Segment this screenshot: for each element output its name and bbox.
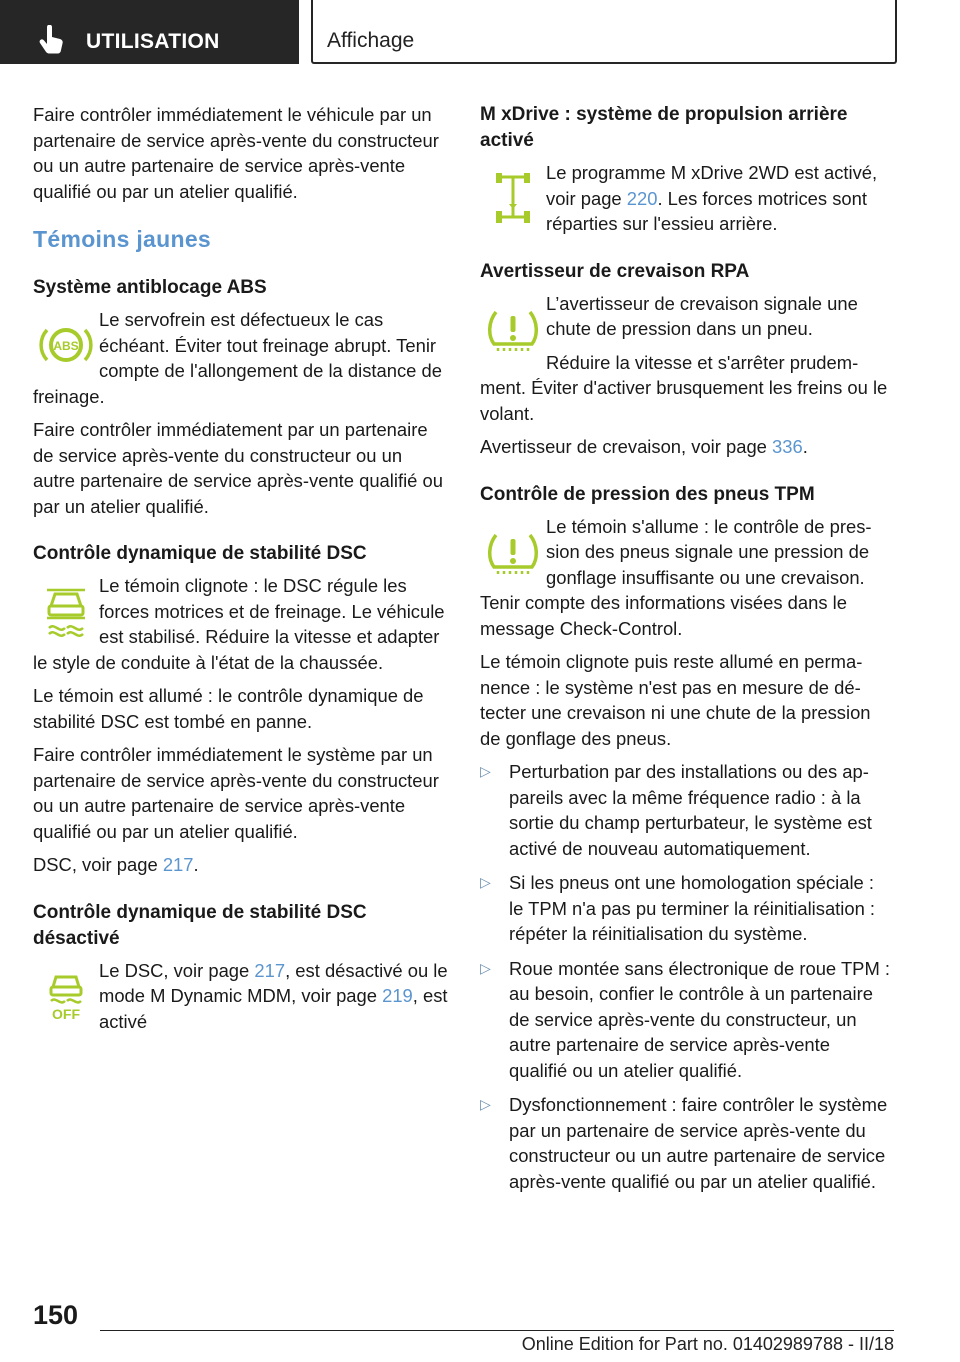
abs-warning-icon [33, 307, 99, 383]
dsc-off-text-3: , est activé [99, 985, 448, 1032]
rpa-text-1: L’avertisseur de crevaison signale une chute de pression dans un pneu. [546, 292, 858, 339]
list-item [480, 1092, 890, 1194]
intro-paragraph: Faire contrôler immédiatement le véhicule par un partenaire de service après-vente du constructeur ou un autre partenaire de service après-vente qualifié ou par un atelier qualifié. [33, 104, 439, 202]
dsc-off-text-1: Le DSC, voir page [99, 959, 255, 981]
tpm-text-1: Le témoin s'allume : le contrôle de pression des pneus signale une pression de gonflage insuffisante ou une crevaison. Tenir compte des informations visées dans le message Check-Control. [480, 515, 872, 639]
rear-axle-drive-icon [480, 160, 546, 236]
footer-divider [100, 1330, 894, 1331]
dsc-ref-text: DSC, voir page [33, 854, 163, 875]
xdrive-text-1: Le programme M xDrive 2WD est activé, voir page [546, 162, 878, 209]
dsc-off-text-2: , est désactivé ou le mode M Dynamic MDM, voir page [99, 959, 448, 1006]
dsc-skid-icon [33, 573, 99, 649]
list-item [480, 870, 890, 947]
rpa-page-link[interactable]: 336 [772, 436, 803, 457]
dsc-text-3: Faire contrôler immédiatement le système par un partenaire de service après-vente du constructeur ou un autre partenaire de service après-vente qualifié ou par un atelier qualifié. [33, 744, 439, 842]
page-number: 150 [33, 1300, 79, 1330]
section-tab[interactable] [311, 0, 897, 64]
list-item-text: Perturbation par des installations ou des appareils avec la même fréquence radio : à la sortie du champ perturbateur, le système est activé de nouveau automatiquement. [509, 761, 872, 859]
rpa-text-2: Réduire la vitesse et s'arrêter prudemment. Éviter d'activer brusquement les freins ou le volant. [480, 351, 888, 424]
list-item-text: Si les pneus ont une homologation spéciale : le TPM n'a pas pu terminer la réinitialisation : répéter la réinitialisation du système. [509, 872, 876, 944]
tpm-title: Contrôle de pression des pneus TPM [480, 483, 815, 505]
dsc-off-page-link-2[interactable]: 219 [382, 985, 413, 1006]
dsc-page-link[interactable]: 217 [162, 854, 194, 875]
pointing-hand-icon [38, 25, 66, 60]
dsc-ref-tail: . [193, 854, 199, 875]
dsc-off-title: Contrôle dynamique de stabilité DSC désactivé [33, 901, 367, 949]
right-column [480, 102, 890, 1203]
svg-text:OFF: OFF [52, 1005, 80, 1022]
xdrive-page-link[interactable]: 220 [626, 187, 658, 209]
rpa-title: Avertisseur de crevaison RPA [480, 260, 750, 282]
section-label: Affichage [327, 29, 415, 52]
rpa-ref-tail: . [802, 436, 808, 457]
list-item-text: Dysfonctionnement : faire contrôler le système par un partenaire de service après-vente du constructeur ou un autre partenaire de service après-vente qualifié ou par un atelier qualifié. [509, 1094, 888, 1192]
dsc-title: Contrôle dynamique de stabilité DSC [33, 543, 367, 564]
chapter-tab[interactable] [0, 0, 299, 64]
tpm-text-2: Le témoin clignote puis reste allumé en permanence : le système n'est pas en mesure de détecter une crevaison ni une chute de la pression de gonflage des pneus. [480, 651, 871, 749]
list-item [480, 956, 890, 1084]
section-title: Témoins jaunes [33, 226, 212, 252]
abs-text-1: Le servofrein est défectueux le cas échéant. Éviter tout freinage abrupt. Tenir compte de l'allongement de la distance de freinage. [33, 309, 442, 407]
list-item-text: Roue montée sans électronique de roue TPM : au besoin, confier le contrôle à un partenaire de service après-vente du constructeur, un autre partenaire de service après-vente qualifié ou un atelier qualifié. [509, 957, 890, 1081]
rpa-ref-text: Avertisseur de crevaison, voir page [480, 436, 773, 457]
dsc-off-icon [33, 958, 99, 1034]
chapter-label: UTILISATION [86, 30, 220, 53]
triangle-bullet-icon: ▷ [480, 763, 491, 779]
dsc-text-1: Le témoin clignote : le DSC régule les forces motrices et de freinage. Le véhicule est stabilisé. Réduire la vitesse et adapter le style de conduite à l'état de la chaussée. [33, 575, 445, 673]
list-item [480, 759, 890, 861]
tire-pressure-warning-icon [480, 291, 546, 367]
edition-note: Online Edition for Part no. 01402989788 - II/18 [521, 1334, 894, 1354]
triangle-bullet-icon: ▷ [480, 1096, 491, 1112]
svg-text:ABS: ABS [53, 339, 79, 353]
dsc-text-2: Le témoin est allumé : le contrôle dynamique de stabilité DSC est tombé en panne. [33, 685, 424, 732]
abs-title: Système antiblocage ABS [33, 277, 267, 298]
triangle-bullet-icon: ▷ [480, 874, 491, 890]
dsc-off-page-link-1[interactable]: 217 [254, 959, 286, 981]
tire-pressure-monitor-icon [480, 514, 546, 590]
left-column [33, 102, 448, 1042]
rpa-reference [480, 434, 890, 460]
tpm-bullet-list [480, 759, 890, 1194]
dsc-reference [33, 852, 448, 878]
triangle-bullet-icon: ▷ [480, 959, 491, 976]
xdrive-title: M xDrive : système de propulsion arrière activé [480, 104, 848, 151]
xdrive-text-2: . Les forces motrices sont réparties sur l'essieu arrière. [546, 187, 867, 234]
abs-text-2: Faire contrôler immédiatement par un partenaire de service après-vente du constructeur ou un autre partenaire de service après-vente qualifié ou par un atelier qualifié. [33, 419, 443, 517]
